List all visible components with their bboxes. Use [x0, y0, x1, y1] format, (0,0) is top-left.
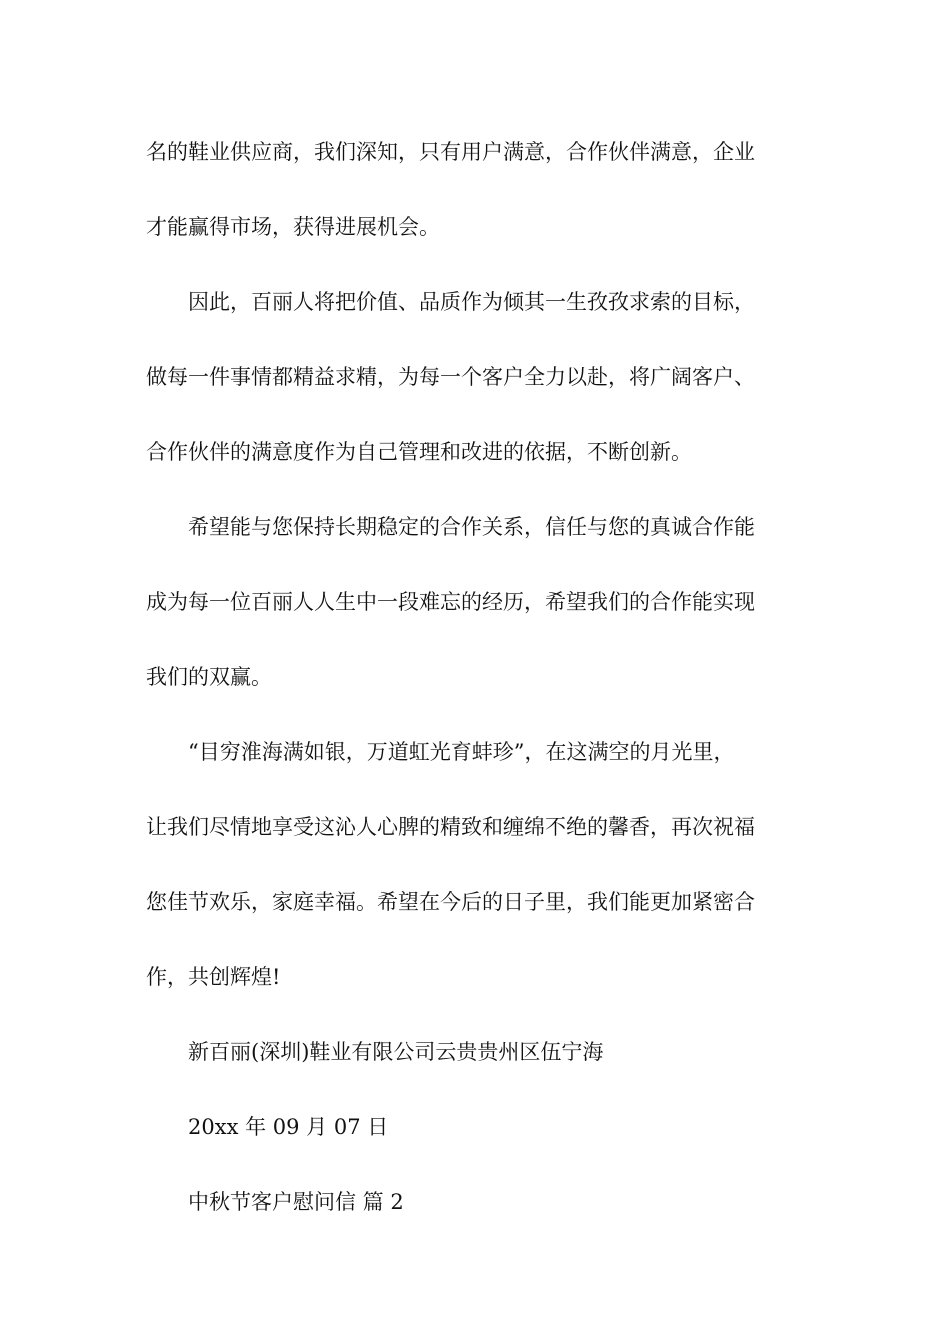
date-line: 20xx 年 09 月 07 日 — [188, 1115, 389, 1139]
paragraph-line: “目穷淮海满如银，万道虹光育蚌珍”，在这满空的月光里， — [188, 740, 735, 764]
paragraph-line: 合作伙伴的满意度作为自己管理和改进的依据，不断创新。 — [146, 440, 692, 464]
paragraph-line: 我们的双赢。 — [146, 665, 272, 689]
paragraph-line: 做每一件事情都精益求精，为每一个客户全力以赴，将广阔客户、 — [146, 365, 755, 389]
paragraph-line: 作，共创辉煌! — [146, 965, 281, 989]
paragraph-line: 让我们尽情地享受这沁人心脾的精致和缠绵不绝的馨香，再次祝福 — [146, 815, 755, 839]
paragraph-line: 希望能与您保持长期稳定的合作关系，信任与您的真诚合作能 — [188, 515, 755, 539]
paragraph-line: 名的鞋业供应商，我们深知，只有用户满意，合作伙伴满意，企业 — [146, 140, 755, 164]
signature-line: 新百丽(深圳)鞋业有限公司云贵贵州区伍宁海 — [188, 1040, 604, 1064]
paragraph-line: 因此，百丽人将把价值、品质作为倾其一生孜孜求索的目标， — [188, 290, 755, 314]
paragraph-line: 才能赢得市场，获得进展机会。 — [146, 215, 440, 239]
section-heading: 中秋节客户慰问信 篇 2 — [188, 1190, 404, 1214]
paragraph-line: 您佳节欢乐，家庭幸福。希望在今后的日子里，我们能更加紧密合 — [146, 890, 755, 914]
paragraph-line: 成为每一位百丽人人生中一段难忘的经历，希望我们的合作能实现 — [146, 590, 755, 614]
